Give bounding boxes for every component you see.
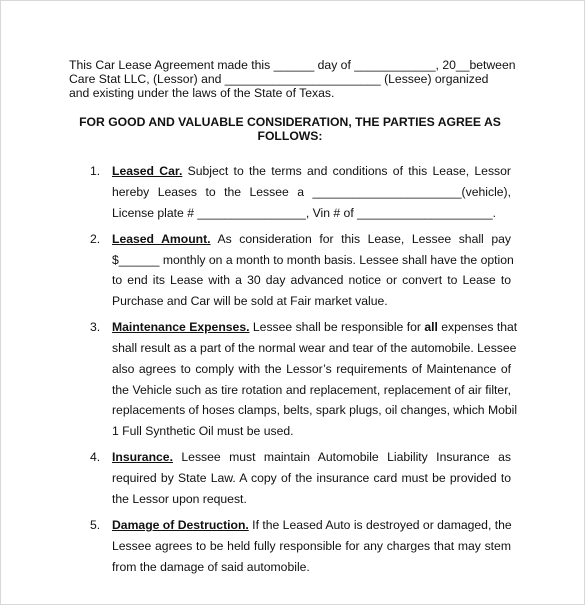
clause-line: the Vehicle such as tire rotation and replacement, replacement of air filter,	[112, 382, 511, 397]
clause-line: replacements of hoses clamps, belts, spark plugs, oil changes, which Mobil	[112, 403, 518, 418]
clause-line: License plate # ________________, Vin # of ____________________.	[112, 205, 497, 220]
clause-number: 5.	[90, 518, 101, 532]
clause-line: hereby Leases to the Lessee a ______________________(vehicle),	[112, 184, 511, 199]
clause-line: from the damage of said automobile.	[112, 559, 310, 574]
clause-line	[112, 161, 511, 182]
clause-title: Insurance.	[112, 450, 173, 465]
intro-paragraph	[69, 58, 514, 101]
clause-list	[90, 161, 518, 583]
clause-line: to end its Lease with a 30 day advanced notice or convert to Lease to	[112, 273, 511, 288]
clause-insurance	[90, 447, 511, 509]
clause-text: Lessee shall be responsible for	[249, 320, 425, 335]
clause-line: the Lessor upon request.	[112, 491, 247, 506]
section-heading	[71, 115, 509, 143]
clause-number: 2.	[90, 231, 101, 246]
clause-title: Leased Amount.	[112, 231, 211, 246]
clause-damage-of-destruction	[90, 515, 511, 577]
clause-line: $______ monthly on a month to month basis. Lessee shall have the option	[112, 252, 514, 267]
clause-text: If the Leased Auto is destroyed or damaged, the	[248, 518, 512, 532]
clause-title: Leased Car.	[112, 164, 183, 178]
clause-line	[112, 317, 518, 338]
clause-text: Subject to the terms and conditions of this Lease, Lessor	[182, 164, 511, 178]
intro-line: Care Stat LLC, (Lessor) and _______________________ (Lessee) organized	[69, 72, 489, 87]
clause-line: required by State Law. A copy of the insurance card must be provided to	[112, 471, 511, 485]
clause-line: shall result as a part of the normal wear and tear of the automobile. Lessee	[112, 341, 517, 355]
clause-leased-car	[90, 161, 511, 223]
heading-line: FOR GOOD AND VALUABLE CONSIDERATION, THE PARTIES AGREE AS	[79, 115, 501, 129]
clause-line: Purchase and Car will be sold at Fair market value.	[112, 294, 388, 308]
clause-line	[112, 447, 511, 468]
clause-title: Maintenance Expenses.	[112, 320, 250, 335]
clause-title: Damage of Destruction.	[112, 518, 249, 532]
clause-line: also agrees to comply with the Lessor’s requirements of Maintenance of	[112, 361, 511, 376]
clause-number: 4.	[90, 450, 101, 465]
clause-line: 1 Full Synthetic Oil must be used.	[112, 424, 294, 438]
clause-number: 1.	[90, 164, 101, 178]
clause-line	[112, 515, 511, 536]
clause-text: As consideration for this Lease, Lessee shall pay	[210, 231, 511, 246]
intro-line: This Car Lease Agreement made this ______ day of ____________, 20__between	[69, 58, 516, 72]
intro-line: and existing under the laws of the State of Texas.	[69, 86, 335, 101]
clause-number: 3.	[90, 320, 101, 335]
heading-line: FOLLOWS:	[257, 129, 323, 143]
clause-line	[112, 229, 511, 250]
clause-maintenance-expenses	[90, 317, 518, 442]
clause-text: expenses that	[437, 320, 518, 335]
clause-text: Lessee must maintain Automobile Liability Insurance as	[172, 450, 511, 465]
clause-leased-amount	[90, 229, 514, 312]
clause-emphasis: all	[424, 320, 438, 335]
clause-line: Lessee agrees to be held fully responsible for any charges that may stem	[112, 538, 511, 553]
